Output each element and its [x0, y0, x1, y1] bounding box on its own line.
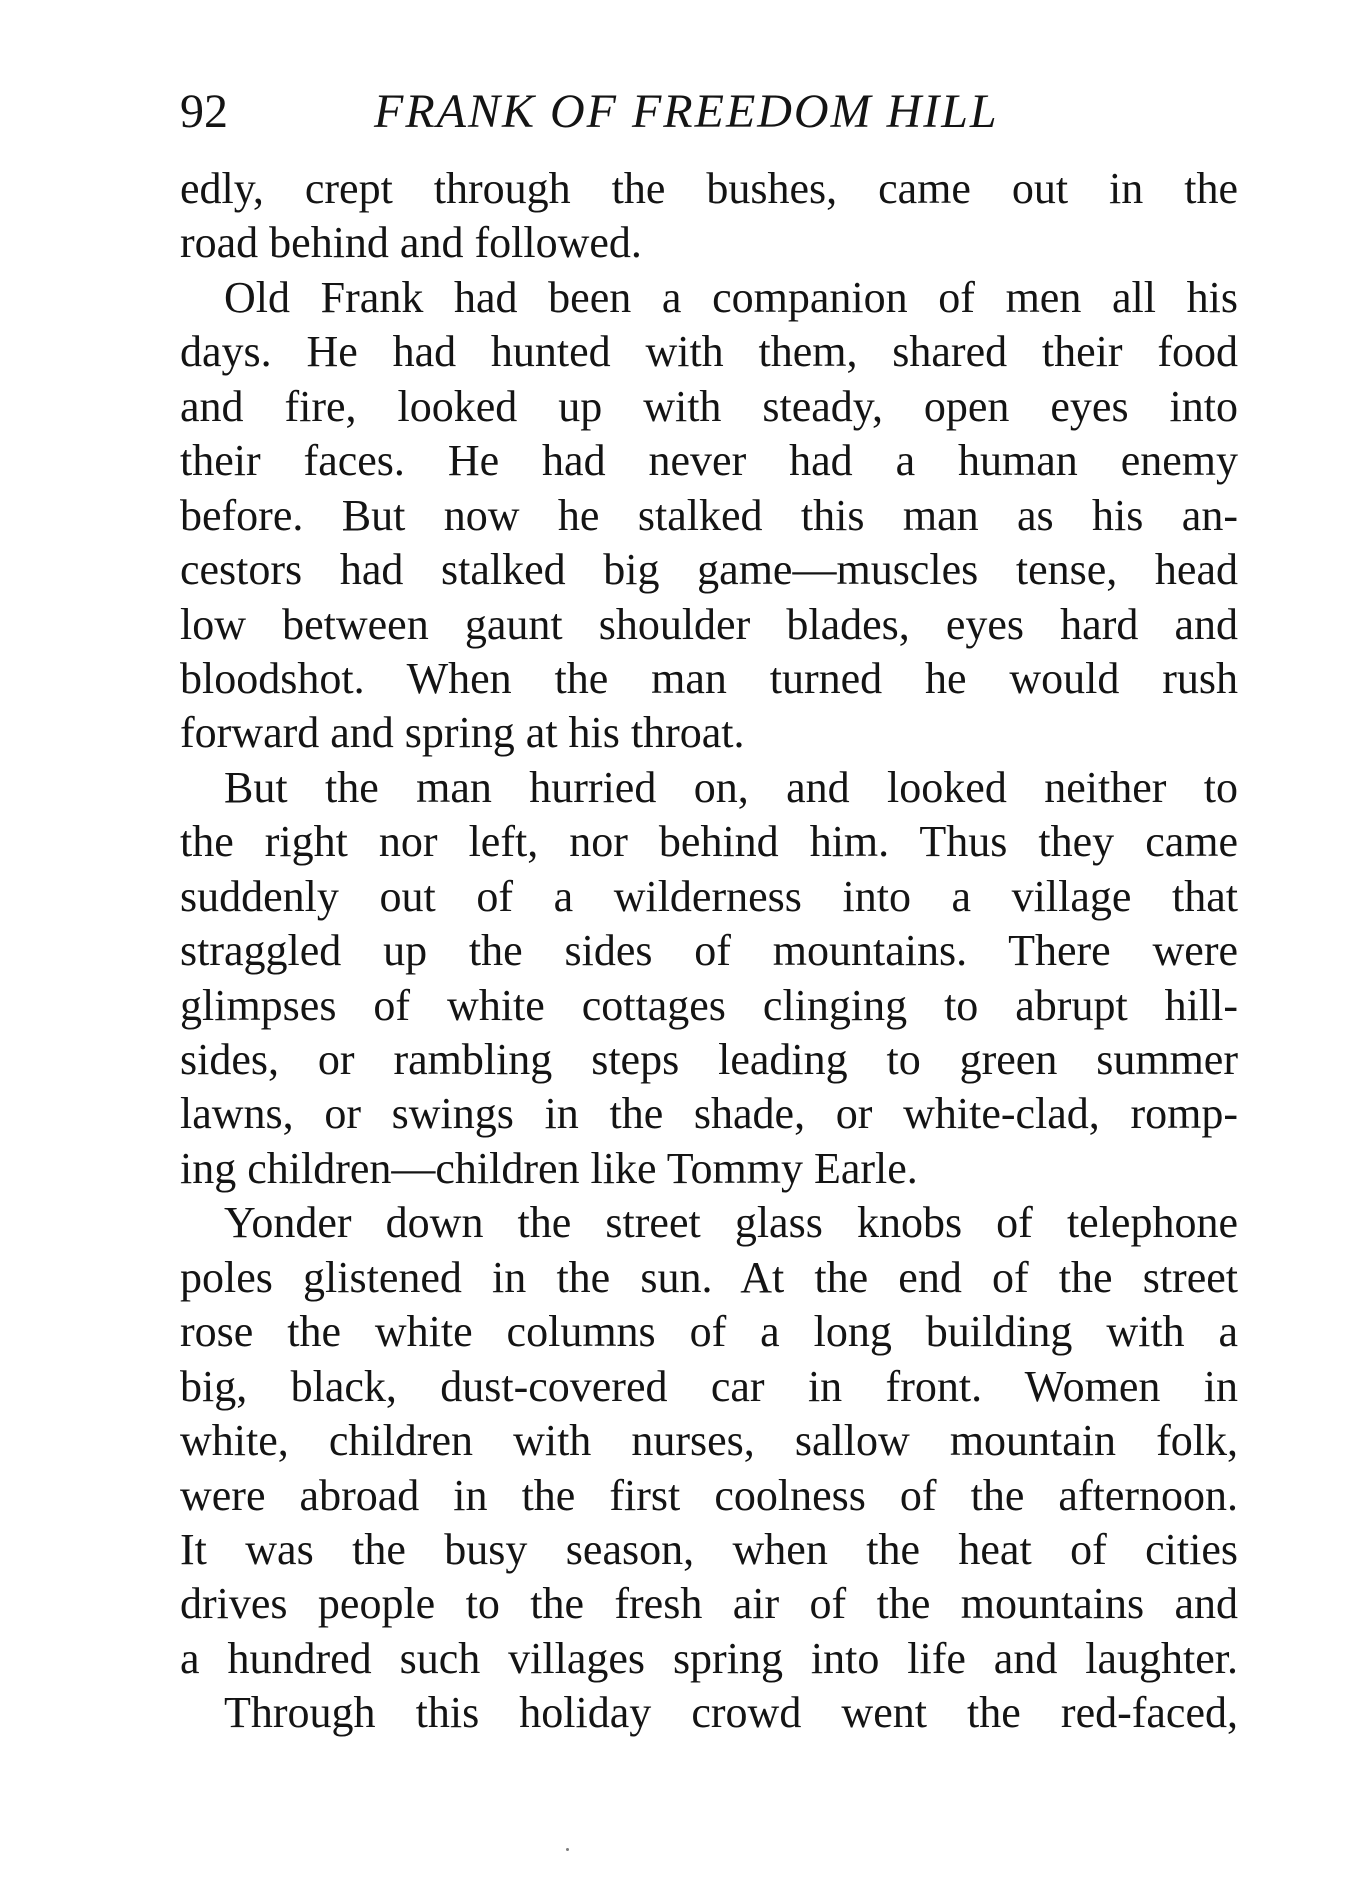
text-line: drives people to the fresh air of the mountains and	[180, 1579, 1238, 1629]
body-text	[180, 162, 1238, 1741]
running-head	[180, 82, 1240, 142]
text-line: It was the busy season, when the heat of cities	[180, 1524, 1238, 1574]
text-line: Through this holiday crowd went the red-faced,	[224, 1688, 1238, 1738]
text-line: days. He had hunted with them, shared their food	[180, 327, 1238, 377]
text-line: a hundred such villages spring into life and laughter.	[180, 1633, 1238, 1683]
text-line: low between gaunt shoulder blades, eyes hard and	[180, 599, 1238, 649]
ink-speck	[566, 1848, 569, 1851]
text-line: glimpses of white cottages clinging to abrupt hill-	[180, 980, 1238, 1030]
text-line: rose the white columns of a long building with a	[180, 1307, 1238, 1357]
text-line: Old Frank had been a companion of men all his	[224, 272, 1238, 322]
page-number: 92	[180, 85, 228, 138]
text-line: and fire, looked up with steady, open eyes into	[180, 381, 1238, 431]
text-line: poles glistened in the sun. At the end of the street	[180, 1252, 1238, 1302]
text-line: lawns, or swings in the shade, or white-clad, romp-	[180, 1089, 1238, 1139]
text-line: ing children—children like Tommy Earle.	[180, 1143, 918, 1193]
text-line: But the man hurried on, and looked neither to	[224, 762, 1238, 812]
text-line: big, black, dust-covered car in front. Women in	[180, 1361, 1238, 1411]
running-title: FRANK OF FREEDOM HILL	[374, 85, 999, 138]
text-line: bloodshot. When the man turned he would rush	[180, 653, 1238, 703]
text-line: suddenly out of a wilderness into a village that	[180, 871, 1238, 921]
text-line: white, children with nurses, sallow mountain folk,	[180, 1416, 1238, 1466]
text-line: their faces. He had never had a human enemy	[180, 436, 1238, 486]
text-line: cestors had stalked big game—muscles tense, head	[180, 545, 1238, 595]
text-line: edly, crept through the bushes, came out in the	[180, 164, 1238, 213]
text-line: were abroad in the first coolness of the afternoon.	[180, 1470, 1238, 1520]
text-line: the right nor left, nor behind him. Thus they came	[180, 817, 1238, 867]
text-line: Yonder down the street glass knobs of telephone	[224, 1198, 1238, 1248]
text-line: sides, or rambling steps leading to green summer	[180, 1035, 1238, 1084]
text-line: forward and spring at his throat.	[180, 708, 745, 758]
text-line: road behind and followed.	[180, 218, 642, 268]
text-line: straggled up the sides of mountains. There were	[180, 926, 1238, 976]
text-line: before. But now he stalked this man as his an-	[180, 490, 1238, 540]
